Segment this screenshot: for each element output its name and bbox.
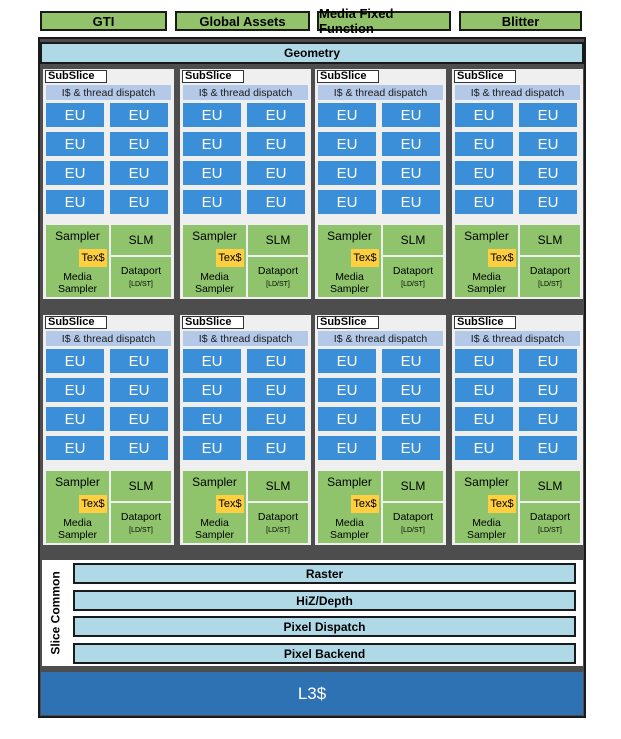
subslice [180,315,311,545]
slm-block: SLM [248,471,308,501]
dataport-label: Dataport [257,511,299,523]
eu-block: EU [183,103,241,127]
raster-block: Raster [73,563,576,584]
eu-block: EU [183,436,241,460]
eu-block: EU [110,436,168,460]
sampler-block [318,471,381,543]
eu-block: EU [46,407,104,431]
eu-block: EU [46,190,104,214]
dataport-block [520,257,580,297]
eu-block: EU [46,132,104,156]
slm-block: SLM [520,225,580,255]
eu-block: EU [110,190,168,214]
sampler-area [318,471,443,543]
tex-cache: Tex$ [488,495,516,513]
thread-dispatch: I$ & thread dispatch [46,85,171,100]
eu-block: EU [318,132,376,156]
subslice [43,69,174,299]
eu-block: EU [110,103,168,127]
eu-block: EU [46,436,104,460]
eu-block: EU [382,436,440,460]
dataport-block [248,503,308,543]
thread-dispatch: I$ & thread dispatch [183,331,308,346]
pixel-backend-block: Pixel Backend [73,643,576,664]
hiz-depth-block: HiZ/Depth [73,590,576,611]
sampler-block [183,471,246,543]
pixel-dispatch-block: Pixel Dispatch [73,616,576,637]
eu-block: EU [247,378,305,402]
thread-dispatch: I$ & thread dispatch [318,331,443,346]
eu-block: EU [247,190,305,214]
slm-block: SLM [111,225,171,255]
subslice-title: SubSlice [45,70,107,83]
global-assets-box: Global Assets [175,11,310,31]
slm-block: SLM [111,471,171,501]
eu-block: EU [46,378,104,402]
eu-block: EU [247,407,305,431]
dataport-sublabel: [LD/ST] [538,281,562,288]
eu-block: EU [247,436,305,460]
eu-block: EU [455,407,513,431]
media-sampler-label: Media Sampler [194,517,235,541]
slm-block: SLM [383,471,443,501]
eu-block: EU [318,161,376,185]
thread-dispatch: I$ & thread dispatch [455,331,580,346]
sampler-label: Sampler [327,229,372,243]
dataport-label: Dataport [257,265,299,277]
dataport-label: Dataport [392,265,434,277]
eu-block: EU [519,349,577,373]
eu-block: EU [455,103,513,127]
sampler-area [183,225,308,297]
eu-block: EU [382,161,440,185]
thread-dispatch: I$ & thread dispatch [455,85,580,100]
subslice [452,315,583,545]
sampler-label: Sampler [192,475,237,489]
eu-block: EU [519,161,577,185]
dataport-sublabel: [LD/ST] [129,281,153,288]
dataport-label: Dataport [529,511,571,523]
tex-cache: Tex$ [79,249,107,267]
sampler-label: Sampler [192,229,237,243]
eu-block: EU [183,378,241,402]
sampler-area [46,471,171,543]
subslice [315,315,446,545]
blitter-box: Blitter [459,11,582,31]
tex-cache: Tex$ [216,249,244,267]
eu-block: EU [183,190,241,214]
dataport-label: Dataport [392,511,434,523]
eu-block: EU [455,436,513,460]
eu-block: EU [110,407,168,431]
media-sampler-label: Media Sampler [329,517,370,541]
geometry-block: Geometry [40,42,584,64]
eu-block: EU [455,132,513,156]
eu-block: EU [46,103,104,127]
sampler-block [455,471,518,543]
subslice-title: SubSlice [317,70,379,83]
eu-block: EU [382,407,440,431]
tex-cache: Tex$ [216,495,244,513]
subslice [452,69,583,299]
sampler-block [46,471,109,543]
sampler-area [183,471,308,543]
sampler-label: Sampler [464,229,509,243]
sampler-label: Sampler [464,475,509,489]
dataport-block [383,257,443,297]
eu-block: EU [519,132,577,156]
eu-block: EU [519,103,577,127]
eu-block: EU [247,132,305,156]
l3-cache: L3$ [41,672,583,715]
eu-block: EU [183,161,241,185]
eu-block: EU [519,190,577,214]
subslice-title: SubSlice [317,316,379,329]
eu-block: EU [519,436,577,460]
media-sampler-label: Media Sampler [329,271,370,295]
sampler-area [318,225,443,297]
dataport-block [520,503,580,543]
dataport-label: Dataport [120,511,162,523]
media-sampler-label: Media Sampler [466,517,507,541]
tex-cache: Tex$ [351,495,379,513]
dataport-sublabel: [LD/ST] [538,527,562,534]
gti-box: GTI [40,11,167,31]
sampler-area [455,225,580,297]
dataport-label: Dataport [120,265,162,277]
eu-block: EU [46,161,104,185]
eu-block: EU [183,407,241,431]
dataport-block [111,503,171,543]
dataport-sublabel: [LD/ST] [266,527,290,534]
thread-dispatch: I$ & thread dispatch [183,85,308,100]
subslice-title: SubSlice [454,70,516,83]
eu-block: EU [110,161,168,185]
media-sampler-label: Media Sampler [466,271,507,295]
eu-block: EU [455,349,513,373]
eu-block: EU [183,132,241,156]
sampler-area [455,471,580,543]
eu-block: EU [110,132,168,156]
eu-block: EU [455,378,513,402]
dataport-block [111,257,171,297]
subslice-title: SubSlice [182,316,244,329]
eu-block: EU [382,349,440,373]
subslice-title: SubSlice [45,316,107,329]
dataport-sublabel: [LD/ST] [401,281,425,288]
media-sampler-label: Media Sampler [194,271,235,295]
thread-dispatch: I$ & thread dispatch [46,331,171,346]
sampler-block [318,225,381,297]
media-sampler-label: Media Sampler [57,517,98,541]
dataport-sublabel: [LD/ST] [129,527,153,534]
sampler-label: Sampler [327,475,372,489]
dataport-sublabel: [LD/ST] [401,527,425,534]
eu-block: EU [247,349,305,373]
tex-cache: Tex$ [488,249,516,267]
dataport-label: Dataport [529,265,571,277]
sampler-label: Sampler [55,229,100,243]
eu-block: EU [455,190,513,214]
eu-block: EU [110,349,168,373]
sampler-block [183,225,246,297]
subslice [43,315,174,545]
slm-block: SLM [248,225,308,255]
eu-block: EU [382,103,440,127]
media-fixed-function-box: Media Fixed Function [317,11,451,31]
tex-cache: Tex$ [79,495,107,513]
media-sampler-label: Media Sampler [57,271,98,295]
eu-block: EU [382,190,440,214]
subslice [315,69,446,299]
slm-block: SLM [383,225,443,255]
eu-block: EU [318,378,376,402]
eu-block: EU [318,103,376,127]
sampler-block [455,225,518,297]
thread-dispatch: I$ & thread dispatch [318,85,443,100]
eu-block: EU [247,103,305,127]
eu-block: EU [382,378,440,402]
sampler-label: Sampler [55,475,100,489]
eu-block: EU [110,378,168,402]
eu-block: EU [318,190,376,214]
eu-block: EU [455,161,513,185]
eu-block: EU [519,407,577,431]
eu-block: EU [183,349,241,373]
slice-common-label: Slice Common [49,571,64,655]
eu-block: EU [247,161,305,185]
tex-cache: Tex$ [351,249,379,267]
slm-block: SLM [520,471,580,501]
subslice [180,69,311,299]
subslice-title: SubSlice [454,316,516,329]
eu-block: EU [46,349,104,373]
eu-block: EU [519,378,577,402]
subslice-title: SubSlice [182,70,244,83]
eu-block: EU [318,407,376,431]
eu-block: EU [382,132,440,156]
eu-block: EU [318,349,376,373]
eu-block: EU [318,436,376,460]
sampler-area [46,225,171,297]
sampler-block [46,225,109,297]
dataport-block [248,257,308,297]
dataport-block [383,503,443,543]
dataport-sublabel: [LD/ST] [266,281,290,288]
